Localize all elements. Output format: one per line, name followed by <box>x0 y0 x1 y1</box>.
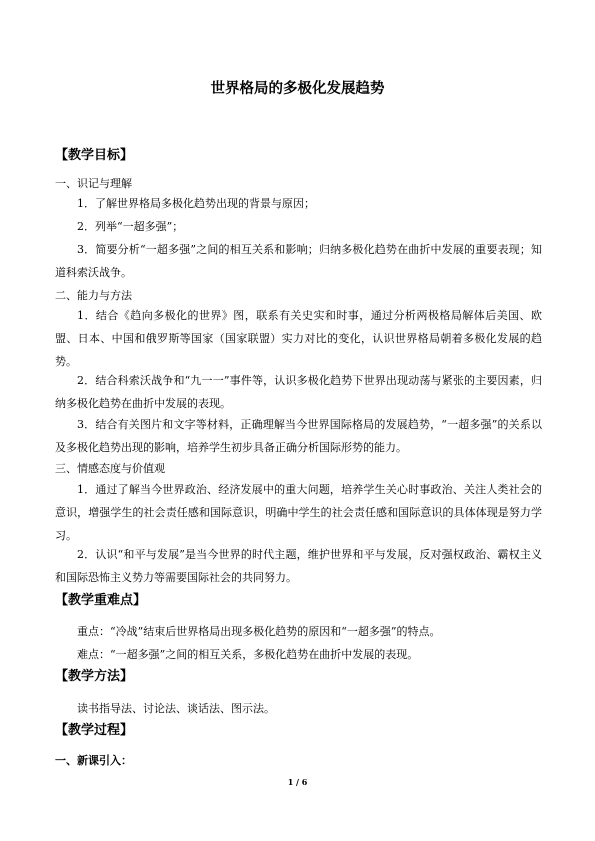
paragraph: 1．了解世界格局多极化趋势出现的背景与原因； <box>77 197 315 210</box>
paragraph: 1．通过了解当今世界政治、经济发展中的重大问题，培养学生关心时事政治、关注人类社会的意识，增强学生的社会责任感和国际意识，明确中学生的社会责任感和国际意识的具体体现是努力学习。 <box>55 483 542 542</box>
paragraph: 2．结合科索沃战争和“九一一”事件等，认识多极化趋势下世界出现动荡与紧张的主要因素，归纳多极化趋势在曲折中发展的表现。 <box>55 374 542 410</box>
page-number: 1 / 6 <box>287 777 308 787</box>
paragraph: 3．简要分析“一超多强”之间的相互关系和影响；归纳多极化趋势在曲折中发展的重要表现；知道科索沃战争。 <box>55 243 542 279</box>
subheading-intro: 一、新课引入： <box>55 754 132 767</box>
paragraph: 2．列举“一超多强”； <box>77 220 184 233</box>
heading-key-points: 【教学重难点】 <box>55 593 147 608</box>
methods-text: 读书指导法、讨论法、谈话法、图示法。 <box>77 702 275 715</box>
heading-methods: 【教学方法】 <box>55 669 134 684</box>
paragraph: 1．结合《趋向多极化的世界》图，联系有关史实和时事，通过分析两极格局解体后美国、欧盟、日本、中国和俄罗斯等国家（国家联盟）实力对比的变化，认识世界格局朝着多极化发展的趋势。 <box>55 309 542 368</box>
paragraph: 3．结合有关图片和文字等材料，正确理解当今世界国际格局的发展趋势，“一超多强”的关系以及多极化趋势出现的影响，培养学生初步具备正确分析国际形势的能力。 <box>55 418 542 454</box>
heading-objectives: 【教学目标】 <box>55 148 134 163</box>
difficult-point: 难点：“一超多强”之间的相互关系，多极化趋势在曲折中发展的表现。 <box>77 648 419 661</box>
subheading-recall: 一、识记与理解 <box>55 177 132 190</box>
heading-process: 【教学过程】 <box>55 723 134 738</box>
document-title: 世界格局的多极化发展趋势 <box>210 81 385 97</box>
subheading-values: 三、情感态度与价值观 <box>55 462 165 475</box>
key-point: 重点：“冷战”结束后世界格局出现多极化趋势的原因和“一超多强”的特点。 <box>77 625 441 638</box>
subheading-ability: 二、能力与方法 <box>55 289 132 302</box>
paragraph: 2．认识“和平与发展”是当今世界的时代主题，维护世界和平与发展，反对强权政治、霸权主义和国际恐怖主义势力等需要国际社会的共同努力。 <box>55 548 542 584</box>
